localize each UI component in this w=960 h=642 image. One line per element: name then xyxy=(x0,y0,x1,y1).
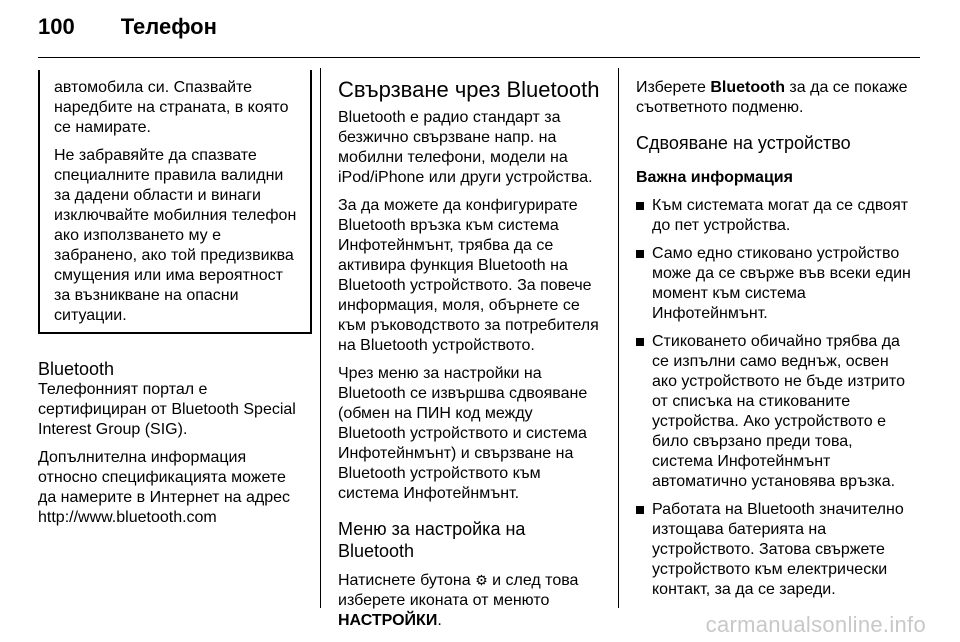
bluetooth-menu-heading: Меню за настройка на Bluetooth xyxy=(338,519,526,561)
list-item xyxy=(636,500,912,600)
col2-paragraph-3: Чрез меню за настройки на Bluetooth се извършва сдвояване (обмен на ПИН код между Bluetooth устройството и система Инфотейнмънт) и свързване на Bluetooth устройството към система Инфотейнмънт. xyxy=(338,365,588,502)
gear-icon: ⚙ xyxy=(475,572,488,588)
page-header xyxy=(38,14,217,54)
list-item-text: Работата на Bluetooth значително изтощава батерията на устройството. Затова свържете устройството към електрически контакт, за да се зареди. xyxy=(652,501,904,598)
bluetooth-paragraph-1: Телефонният портал е сертифициран от Bluetooth Special Interest Group (SIG). xyxy=(38,381,296,438)
list-item-text: Стиковането обичайно трябва да се изпълни само веднъж, освен ако устройството не бъде изтрито от списъка на стикованите устройства. Ако устройството е било свързано преди това, система Инфотейнмънт автоматично установява връзка. xyxy=(652,333,905,490)
column-divider-2 xyxy=(618,68,619,608)
settings-menu-label: НАСТРОЙКИ xyxy=(338,612,438,629)
header-divider xyxy=(38,57,920,58)
safety-note-box xyxy=(38,70,312,334)
menu-instruction-middle: и след това изберете иконата от менюто xyxy=(338,572,579,609)
important-info-list xyxy=(636,196,912,600)
bullet-square-icon xyxy=(636,506,644,514)
list-item-text: Към системата могат да се сдвоят до пет устройства. xyxy=(652,197,909,234)
column-3 xyxy=(636,78,912,608)
menu-instruction xyxy=(338,570,604,631)
col2-paragraph-2: За да можете да конфигурирате Bluetooth връзка към система Инфотейнмънт, трябва да се активира функция Bluetooth на Bluetooth устройството. За повече информация, моля, обърнете се към ръководството за потребителя на Bluetooth устройството. xyxy=(338,197,599,354)
bullet-square-icon xyxy=(636,250,644,258)
pairing-heading: Сдвояване на устройство xyxy=(636,133,851,153)
list-item xyxy=(636,244,912,324)
col2-paragraph-1: Bluetooth е радио стандарт за безжично свързване напр. на мобилни телефони, модели на iPod/iPhone или други устройства. xyxy=(338,109,593,186)
watermark: carmanualsonline.info xyxy=(705,612,926,637)
select-after: за да се покаже съответното подменю. xyxy=(636,79,908,116)
column-2 xyxy=(338,78,604,639)
note-paragraph-2: Не забравяйте да спазвате специалните правила валидни за дадени области и винаги изключвайте мобилния телефон ако използването му е забранено, ако той предизвиква смущения или има вероятност за възникване на опасни ситуации. xyxy=(54,147,297,324)
list-item xyxy=(636,332,912,492)
list-item-text: Само едно стиковано устройство може да се свърже във всеки един момент към система Инфотейнмънт. xyxy=(652,245,911,322)
bluetooth-connection-heading: Свързване чрез Bluetooth xyxy=(338,77,600,102)
select-bluetooth-instruction xyxy=(636,78,912,118)
important-info-heading: Важна информация xyxy=(636,169,793,186)
bullet-square-icon xyxy=(636,202,644,210)
column-divider-1 xyxy=(320,68,321,608)
page-number: 100 xyxy=(38,14,75,39)
bullet-square-icon xyxy=(636,338,644,346)
bluetooth-paragraph-2: Допълнителна информация относно спецификацията можете да намерите в Интернет на адрес http://www.bluetooth.com xyxy=(38,449,291,526)
column-1 xyxy=(38,70,308,536)
page-title: Телефон xyxy=(120,14,217,39)
menu-instruction-end: . xyxy=(437,612,442,629)
bluetooth-heading: Bluetooth xyxy=(38,359,115,379)
note-paragraph-1: автомобила си. Спазвайте наредбите на страната, в която се намирате. xyxy=(54,79,289,136)
select-before: Изберете xyxy=(636,79,706,96)
bluetooth-menu-label: Bluetooth xyxy=(710,79,785,96)
list-item xyxy=(636,196,912,236)
menu-instruction-start: Натиснете бутона xyxy=(338,572,471,589)
